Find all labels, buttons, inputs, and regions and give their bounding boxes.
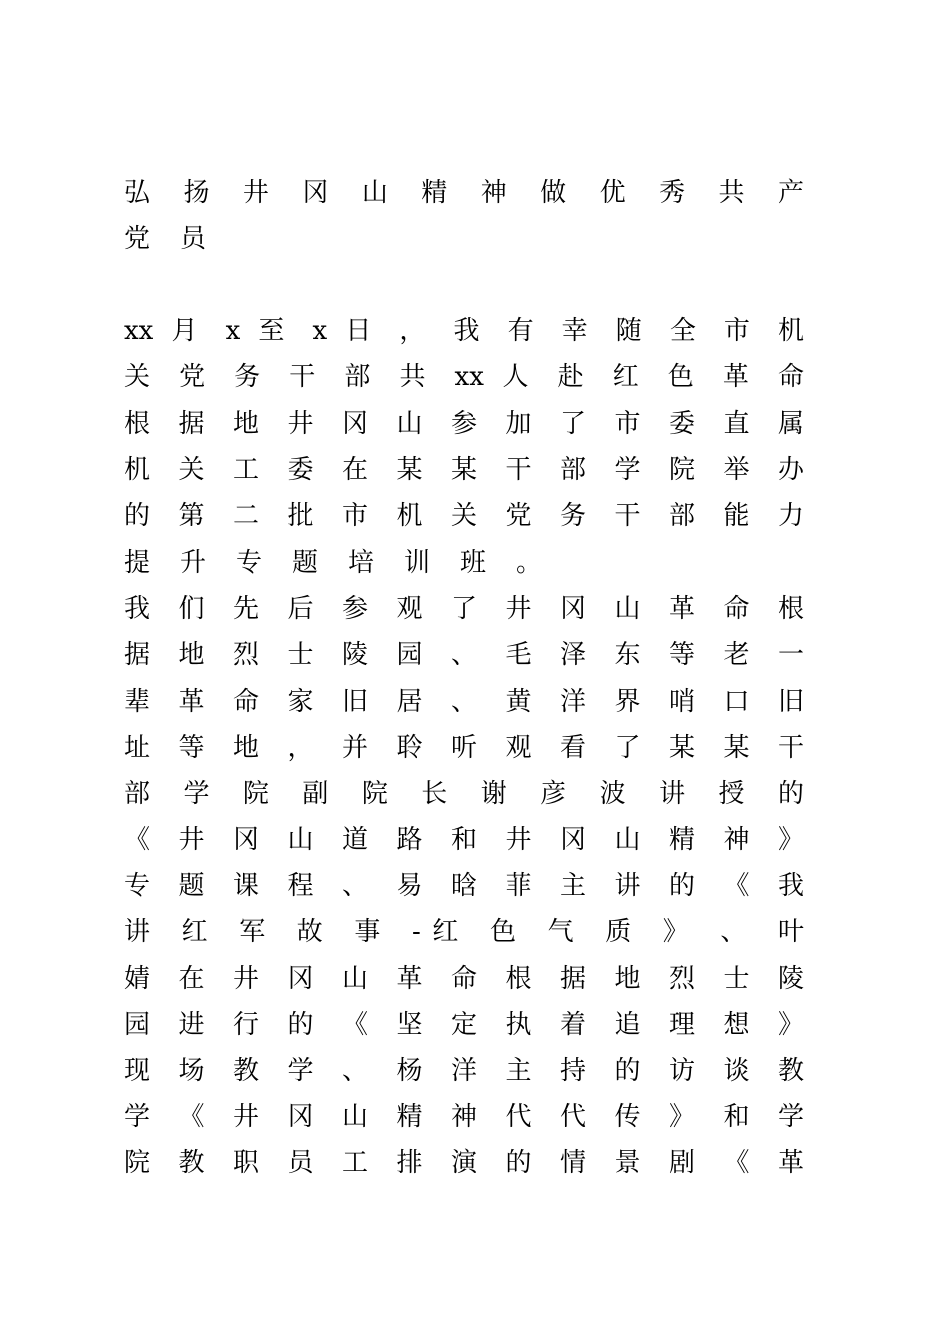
- paragraph-line: 机 关 工 委 在 某 某 干 部 学 院 举 办: [124, 455, 804, 485]
- paragraph-line: 址 等 地 ， 并 聆 听 观 看 了 某 某 干: [124, 733, 804, 763]
- title-line-2: 党员: [124, 224, 237, 254]
- paragraph-line: 提升专题培训班。: [124, 548, 573, 578]
- paragraph-line: 专 题 课 程 、 易 晗 菲 主 讲 的 《 我: [124, 871, 804, 901]
- paragraph-line: 我 们 先 后 参 观 了 井 冈 山 革 命 根: [124, 594, 804, 624]
- title-line-1: 弘 扬 井 冈 山 精 神 做 优 秀 共 产: [124, 178, 804, 208]
- paragraph-line: 园 进 行 的 《 坚 定 执 着 追 理 想 》: [124, 1010, 804, 1040]
- paragraph-line: 院 教 职 员 工 排 演 的 情 景 剧 《 革: [124, 1148, 804, 1178]
- paragraph-line: 《 井 冈 山 道 路 和 井 冈 山 精 神 》: [124, 825, 804, 855]
- paragraph-line: 根 据 地 井 冈 山 参 加 了 市 委 直 属: [124, 409, 804, 439]
- paragraph-line: 婧 在 井 冈 山 革 命 根 据 地 烈 士 陵: [124, 964, 804, 994]
- paragraph-line: 现 场 教 学 、 杨 洋 主 持 的 访 谈 教: [124, 1056, 804, 1086]
- paragraph-line: 部 学 院 副 院 长 谢 彦 波 讲 授 的: [124, 779, 804, 809]
- paragraph-line: 学 《 井 冈 山 精 神 代 代 传 》 和 学: [124, 1102, 804, 1132]
- paragraph-line: 的 第 二 批 市 机 关 党 务 干 部 能 力: [124, 501, 804, 531]
- paragraph-line: 据 地 烈 士 陵 园 、 毛 泽 东 等 老 一: [124, 640, 804, 670]
- paragraph-line: 关 党 务 干 部 共 xx 人 赴 红 色 革 命: [124, 362, 804, 392]
- paragraph-line: 辈 革 命 家 旧 居 、 黄 洋 界 哨 口 旧: [124, 687, 804, 717]
- paragraph-line: 讲 红 军 故 事 -红 色 气 质 》 、 叶: [124, 917, 804, 947]
- paragraph-line: xx 月 x 至 x 日 ， 我 有 幸 随 全 市 机: [124, 316, 804, 346]
